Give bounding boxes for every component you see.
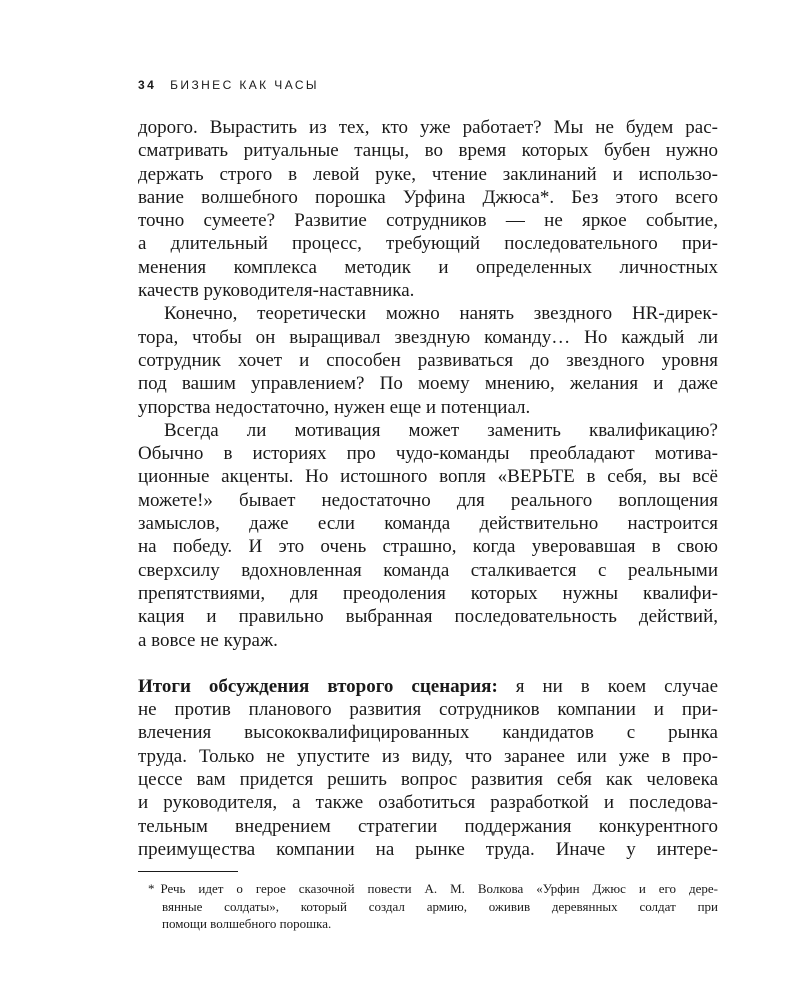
text-line: препятствиями, для преодоления которых нужны квалифи- (138, 582, 718, 604)
footnote-line: помощи волшебного порошка. (162, 916, 332, 932)
footnote-line: вянные солдаты», который создал армию, оживив деревянных солдат при (162, 898, 718, 914)
text-line: упорства недостаточно, нужен еще и потенциал. (138, 396, 531, 418)
text-line: качеств руководителя-наставника. (138, 280, 415, 302)
footnote-text: Речь идет о герое сказочной повести А. М. Волкова «Урфин Джюс и его дере- (160, 881, 718, 897)
text-line: замыслов, даже если команда действительно настроится (138, 513, 718, 535)
text-line: менения комплекса методик и определенных личностных (138, 256, 718, 278)
text-line: тельным внедрением стратегии поддержания конкурентного (138, 815, 718, 837)
text-line: и руководителя, а также озаботиться разработкой и последова- (138, 792, 718, 814)
text-line: ционные акценты. Но истошного вопля «ВЕРЬТЕ в себя, вы всё (138, 466, 718, 488)
book-title: БИЗНЕС КАК ЧАСЫ (170, 78, 319, 92)
text-line: сотрудник хочет и способен развиваться до звездного уровня (138, 349, 718, 371)
text-line: Конечно, теоретически можно нанять звездного HR-дирек- (164, 303, 718, 325)
footnote-marker: * (148, 881, 155, 897)
text-line: цессе вам придется решить вопрос развития себя как человека (138, 769, 718, 791)
text-line: Всегда ли мотивация может заменить квалификацию? (164, 419, 718, 441)
text-line: тора, чтобы он выращивал звездную команду… Но каждый ли (138, 326, 718, 348)
text-line: на победу. И это очень страшно, когда уверовавшая в свою (138, 536, 718, 558)
text-line: вание волшебного порошка Урфина Джюса*. Без этого всего (138, 186, 718, 208)
body-text (138, 116, 718, 861)
summary-lead-rest: я ни в коем случае (497, 675, 719, 697)
running-header (138, 74, 718, 96)
book-page (138, 74, 718, 933)
text-line: дорого. Вырастить из тех, кто уже работает? Мы не будем рас- (138, 117, 718, 138)
paragraph-spacer (138, 652, 718, 675)
text-line: держать строго в левой руке, чтение заклинаний и использо- (138, 163, 718, 185)
text-line: точно сумеете? Развитие сотрудников — не яркое событие, (138, 210, 718, 232)
text-line: Обычно в историях про чудо-команды преобладают мотива- (138, 443, 718, 465)
text-line: не против планового развития сотрудников компании и при- (138, 699, 718, 721)
text-line: а вовсе не кураж. (138, 629, 278, 651)
text-line: преимущества компании на рынке труда. Иначе у интере- (138, 838, 718, 860)
text-line: кация и правильно выбранная последовательность действий, (138, 606, 718, 628)
paragraph-1 (138, 116, 718, 302)
footnote-line (148, 880, 718, 898)
text-line: сматривать ритуальные танцы, во время которых бубен нужно (138, 140, 718, 162)
text-line: под вашим управлением? По моему мнению, желания и даже (138, 373, 718, 395)
summary-paragraph (138, 675, 718, 861)
text-line: сверхсилу вдохновленная команда сталкивается с реальными (138, 559, 718, 581)
paragraph-3 (138, 419, 718, 652)
text-line: а длительный процесс, требующий последовательного при- (138, 233, 718, 255)
footnote-divider (138, 871, 238, 872)
text-line (138, 675, 718, 698)
summary-lead: Итоги обсуждения второго сценария: (138, 675, 498, 697)
text-line: влечения высококвалифицированных кандидатов с рынка (138, 722, 718, 744)
text-line: труда. Только не упустите из виду, что заранее или уже в про- (138, 745, 718, 767)
text-line: можете!» бывает недостаточно для реального воплощения (138, 489, 718, 511)
page-number: 34 (138, 78, 157, 92)
footnote (138, 880, 718, 933)
paragraph-2 (138, 302, 718, 418)
